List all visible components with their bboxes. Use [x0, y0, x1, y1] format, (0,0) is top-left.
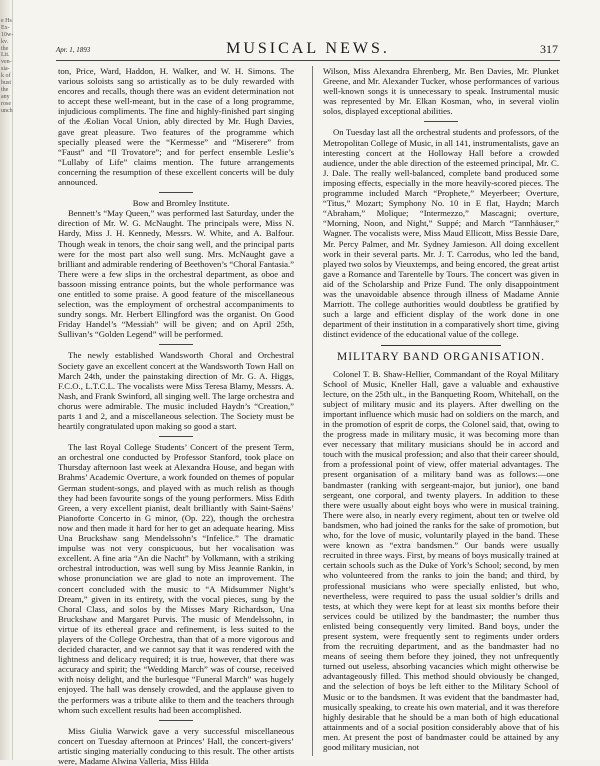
binding-margin — [0, 0, 13, 760]
issue-date: Apr. 1, 1893 — [56, 46, 91, 54]
section-rule — [424, 121, 458, 122]
page-number: 317 — [540, 42, 558, 56]
section-rule — [381, 345, 501, 346]
article-paragraph: On Tuesday last all the orchestral students and professors, of the Metropolitan College of Music, in all 141, instrumentalists, gave an interesting concert at the Holloway Hall before a crowded audience, under the able direction of the esteemed principal, Mr. C. J. Dale. The really well-balanced, complete band produced some imposing effects, especially in the more heavily-scored pieces. The programme included March “Prophete,” Meyerbeer; Overture, “Titus,” Mozart; Symphony No. 10 in E flat, Haydn; March “Abraham,” Molique; “Intermezzo,” Mascagni; overture, “Morning, Noon, and Night,” Suppé; and March “Tannhäuser,” Wagner. The vocalists were, Miss Maud Ellicott, Miss Bessie Dare, Mr. Percy Palmer, and Mr. Sydney Jamieson. All doing excellent work in their several parts. Mr. J. T. Carrodus, who led the band, played two solos by Vieuxtemps, and being encored, the great artist gave a Romance and Tarentelle by Tours. The concert was given in aid of the Scholarship and Prize Fund. The only disappointment was the unavoidable absence through illness of Madame Annie Marriott. The college authorities would doubtless be gratified by such a large and efficient display of the work done in one department of their institution in a comparatively short time, giving distinct evidence of the educational value of the college. — [323, 127, 559, 340]
page-header — [56, 40, 560, 61]
left-column — [58, 66, 294, 766]
section-rule — [159, 436, 193, 437]
section-rule — [159, 192, 193, 193]
article-paragraph: The last Royal College Students’ Concert of the present Term, an orchestral one conducted by Professor Stanford, took place on Thursday afternoon last week at Alexandra House, and began with Brahms’ Academic Overture, a work founded on themes of popular German student-songs, and played with as much relish as though they had been favourite songs of the young performers. Miss Edith Green, a very excellent pianist, dealt brilliantly with Saint-Saëns’ Pianoforte Concerto in G minor, (Op. 22), though the orchestra now and then made it hard for her to get an adequate hearing. Miss Una Bruckshaw sang Mendelssohn’s “Infelice.” The dramatic impulse was not very conspicuous, but her vocalisation was excellent. A fine aria “An die Nacht” by Volkmann, with a striking orchestral introduction, was well sung by Miss Jeannie Rankin, in whose pronunciation we are glad to note an improvement. The concert concluded with the music to “A Midsummer Night’s Dream,” given in its entirety, with the vocal pieces, sung by the Choral Class, and solos by the Misses Mary Richardson, Una Bruckshaw and Margaret Purvis. The music of Mendelssohn, in virtue of its ethereal grace and refinement, is less suited to the players of the College Orchestra, than that of a more vigorous and decided character, and we cannot say that it was rendered with the lightness and delicacy required; it is true, however, that there was accuracy and spirit; the “Wedding March” was of course, received with noisy delight, and the burlesque “Funeral March” was hugely enjoyed. The hall was densely crowded, and the applause given to the performers was a tribute alike to them and the teachers through whom such excellent results had been accomplished. — [58, 442, 294, 715]
military-band-section-title: MILITARY BAND ORGANISATION. — [336, 351, 546, 364]
article-paragraph: Miss Giulia Warwick gave a very successful miscellaneous concert on Tuesday afternoon at Princes’ Hall, the concert-givers’ artistic singing materially conducing to this result. The other artists were, Madame Alwina Valleria, Miss Hilda — [58, 725, 294, 766]
article-paragraph: Bennett’s “May Queen,” was performed last Saturday, under the direction of Mr. W. G. McNaught. The principals were, Miss N. Hardy, Miss J. H. Kennedy, Messrs. W. White, and A. Balfour. Though weak in tenors, the choir sang well, and the principal parts were for the most part also well sung. Mrs. McNaught gave a brilliant and admirable rendering of Beethoven’s “Choral Fantasia.” There were a few slips in the orchestral department, as oboe and bassoon missing entrance points, but the whole performance was one entitled to some praise. A good feature of the miscellaneous selection, was the employment of orchestral accompaniments to sundry songs. Mr. Herbert Ellingford was the organist. On Good Friday Handel’s “Messiah” will be given; and on April 25th, Sullivan’s “Golden Legend” will be performed. — [58, 208, 294, 340]
article-paragraph: Colonel T. B. Shaw-Hellier, Commandant of the Royal Military School of Music, Kneller Hall, gave a valuable and exhaustive lecture, on the 25th ult., in the Banqueting Room, Whitehall, on the subject of military music and its players. After dwelling on the important influence which music had on soldiers on the march, and in the promotion of esprit de corps, the Colonel said, that, owing to the progress made in military music, it was becoming more than ever necessary that military musicians should be in accord and touch with the musical profession; and also that their career should, from a professional point of view, offer material advantages. The present organisation of a military band was as follows:—one bandmaster (ranking with sergeant-major, but junior), one band sergeant, one corporal, and twenty players. In addition to these there were usually about eight boys who were in musical training. There were also, in nearly every regiment, about ten or twelve old bandsmen, who had joined the ranks for the sake of promotion, but who, for the love of music, voluntarily played in the band. These were known as “extra bandsmen.” Our bands were usually recruited in three ways. First, by means of boys musically trained at certain schools such as the Duke of York’s School; second, by men who volunteered from the ranks to join the band; and third, by professional musicians who were specially enlisted, but who, nevertheless, were required to pass the usual soldier’s drills and tests, at which they were kept for at least six months before their services could be utilized by the bandmaster; the number thus enlisted being consequently very limited. Band boys, under the present system, were frequently sent to regiments under orders from the recruiting department, and as the bandmaster had no means of seeing them before they joined, they not unfrequently turned out useless, absorbing vacancies which might otherwise be advantageously filled. This method should obviously be changed, and the selection of boys be left either to the Military School of Music or to the bandsmen. It was evident that the bandmaster had, musically speaking, to create his own material, and it was therefore highly desirable that he should be a man both of high educational attainments and of a social position considerably above that of his men. At present the post of bandmaster could be attained by any good military musician, not — [323, 368, 559, 752]
adjacent-page-fragment: e Hs Ex- 10w- kv. the Lit. ven- sia- k of bust the any rose unch — [1, 18, 14, 114]
section-rule — [159, 344, 193, 345]
section-rule — [159, 720, 193, 721]
right-column — [323, 66, 559, 752]
article-paragraph: ton, Price, Ward, Haddon, H. Walker, and W. H. Simons. The various soloists sang so artistically as to be duly rewarded with encores and recalls, though there was an evident determination not to accept these well-meant, but in the case of a long programme, injudicious compliments. The fine and highly-finished part singing of the Æolian Vocal Union, ably directed by Mr. Hugh Davies, gave great pleasure. Two features of the programme which specially pleased were the “Kermesse” and “Miserere” from “Faust” and “Il Trovatore”; and for perfect ensemble Leslie’s “Lullaby of Life” claims mention. The future arrangements concerning the resumption of these excellent concerts will be duly announced. — [58, 66, 294, 188]
bow-bromley-heading: Bow and Bromley Institute. — [132, 198, 230, 209]
article-paragraph: The newly established Wandsworth Choral and Orchestral Society gave an excellent concert at the Wandsworth Town Hall on March 24th, under the painstaking direction of Mr. G. A. Higgs, F.C.O., L.T.C.L. The vocalists were Miss Teresa Blamy, Messrs. A. Nash, and Frank Swinford, all singing well. The large orchestra and chorus were admirable. The music included Haydn’s “Creation,” parts 1 and 2, and a miscellaneous selection. The Society must be heartily congratulated upon making so good a start. — [58, 350, 294, 432]
masthead-title: MUSICAL NEWS. — [226, 40, 390, 57]
column-divider — [312, 66, 313, 756]
article-paragraph: Wilson, Miss Alexandra Ehrenberg, Mr. Ben Davies, Mr. Plunket Greene, and Mr. Alexander Tucker, whose performances of various well-known songs it is unnecessary to speak. Instrumental music was represented by Mr. Elkan Kosman, who, in several violin solos, displayed exceptional abilities. — [323, 66, 559, 117]
